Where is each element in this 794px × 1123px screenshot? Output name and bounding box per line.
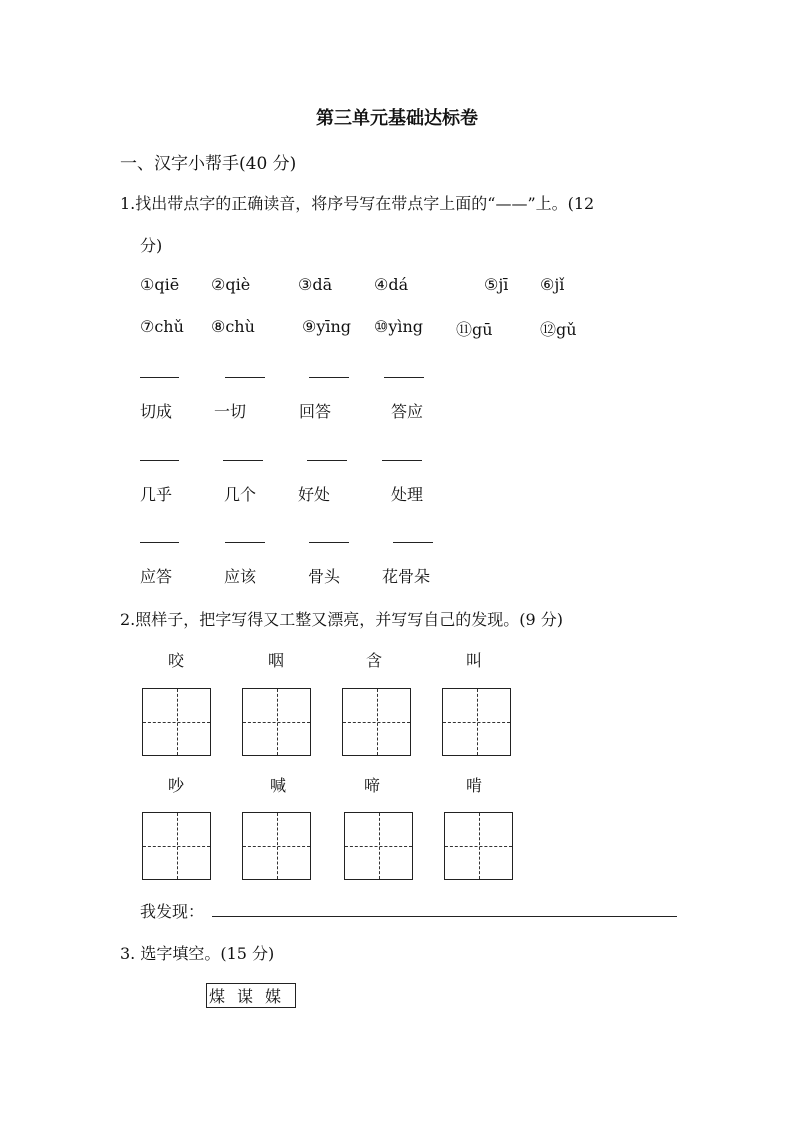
- q3-prompt: 3. 选字填空。(15 分): [120, 944, 275, 963]
- pinyin-option: ②qiè: [211, 275, 251, 294]
- writing-grid-box[interactable]: [242, 688, 311, 756]
- answer-blank[interactable]: [223, 460, 263, 461]
- model-character: 啃: [466, 776, 483, 795]
- character-choices: 煤谋媒: [206, 983, 296, 1008]
- writing-grid-box[interactable]: [142, 812, 211, 880]
- pinyin-option: ⑨yīng: [302, 317, 352, 336]
- answer-blank[interactable]: [309, 377, 349, 378]
- pinyin-option: ⑪gū: [456, 320, 493, 339]
- answer-blank[interactable]: [225, 542, 265, 543]
- pinyin-option: ③dā: [298, 275, 333, 294]
- answer-blank[interactable]: [393, 542, 433, 543]
- vocab-word: 一切: [214, 402, 247, 421]
- vocab-word: 答应: [391, 402, 424, 421]
- discovery-label: 我发现：: [140, 902, 205, 921]
- vocab-word: 应该: [224, 567, 257, 586]
- model-character: 吵: [168, 776, 185, 795]
- pinyin-option: ⑫gǔ: [540, 320, 577, 339]
- vocab-word: 回答: [299, 402, 332, 421]
- answer-blank[interactable]: [140, 377, 179, 378]
- vocab-word: 处理: [391, 485, 424, 504]
- pinyin-option: ④dá: [374, 275, 409, 294]
- writing-grid-box[interactable]: [242, 812, 311, 880]
- vocab-word: 几乎: [140, 485, 173, 504]
- q1-prompt-cont: 分): [140, 236, 163, 255]
- pinyin-option: ⑦chǔ: [140, 317, 184, 336]
- q2-prompt: 2.照样子，把字写得又工整又漂亮，并写写自己的发现。(9 分): [120, 610, 564, 629]
- vocab-word: 好处: [298, 485, 331, 504]
- model-character: 喊: [270, 776, 287, 795]
- answer-blank[interactable]: [382, 460, 422, 461]
- model-character: 含: [366, 651, 383, 670]
- answer-blank[interactable]: [307, 460, 347, 461]
- q1-prompt: 1.找出带点字的正确读音，将序号写在带点字上面的“——”上。(12: [120, 194, 595, 213]
- model-character: 咬: [168, 651, 185, 670]
- vocab-word: 花骨朵: [382, 567, 431, 586]
- pinyin-option: ⑥jǐ: [540, 275, 565, 294]
- discovery-answer-line[interactable]: [212, 916, 677, 917]
- answer-blank[interactable]: [140, 460, 179, 461]
- model-character: 啼: [364, 776, 381, 795]
- vocab-word: 应答: [140, 567, 173, 586]
- vocab-word: 切成: [140, 402, 173, 421]
- vocab-word: 几个: [224, 485, 257, 504]
- writing-grid-box[interactable]: [142, 688, 211, 756]
- pinyin-option: ①qiē: [140, 275, 180, 294]
- answer-blank[interactable]: [225, 377, 265, 378]
- page-title: 第三单元基础达标卷: [316, 108, 478, 129]
- answer-blank[interactable]: [140, 542, 179, 543]
- writing-grid-box[interactable]: [342, 688, 411, 756]
- pinyin-option: ⑧chù: [211, 317, 255, 336]
- pinyin-option: ⑤jī: [484, 275, 509, 294]
- answer-blank[interactable]: [384, 377, 424, 378]
- model-character: 叫: [466, 651, 483, 670]
- writing-grid-box[interactable]: [344, 812, 413, 880]
- model-character: 咽: [268, 651, 285, 670]
- section-heading: 一、汉字小帮手(40 分): [120, 154, 297, 174]
- vocab-word: 骨头: [308, 567, 341, 586]
- pinyin-option: ⑩yìng: [374, 317, 424, 336]
- answer-blank[interactable]: [309, 542, 349, 543]
- writing-grid-box[interactable]: [442, 688, 511, 756]
- writing-grid-box[interactable]: [444, 812, 513, 880]
